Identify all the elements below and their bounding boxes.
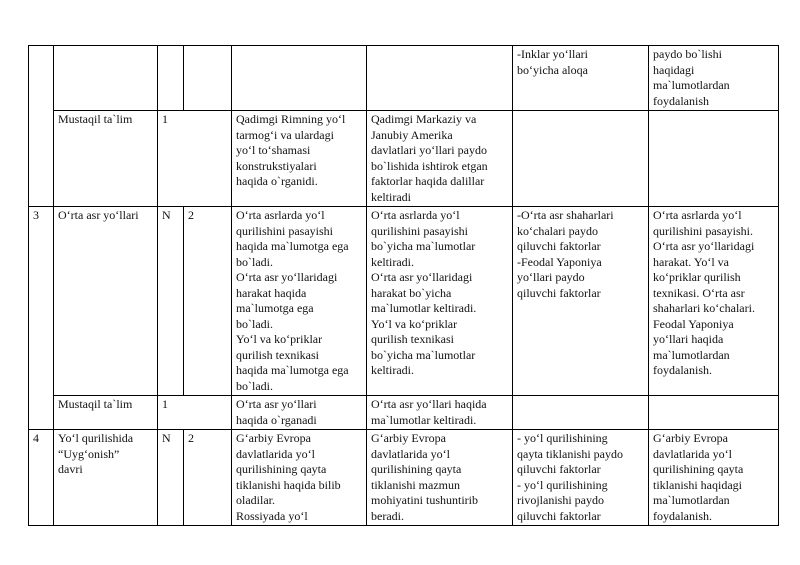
- topic-cell: Yo‘l qurilishida “Uyg‘onish” davri: [54, 430, 158, 526]
- topic-cell: Mustaqil ta`lim: [54, 396, 158, 430]
- factors-cell: [513, 396, 649, 430]
- table-row: [29, 111, 779, 207]
- lesson-type-cell: 1: [158, 111, 232, 207]
- curriculum-table: [28, 45, 779, 526]
- skills-cell: [649, 111, 779, 207]
- table-row: [29, 430, 779, 526]
- hours-cell: 2: [184, 430, 232, 526]
- skills-cell: [649, 396, 779, 430]
- topic-cell: O‘rta asr yo‘llari: [54, 207, 158, 396]
- knowledge-cell: [367, 46, 513, 111]
- lesson-type-cell: N: [158, 430, 184, 526]
- row-number-cell: [29, 46, 54, 207]
- knowledge-cell: G‘arbiy Evropa davlatlarida yo‘l qurilishining qayta tiklanishi mazmun mohiyatini tushuntirib beradi.: [367, 430, 513, 526]
- topic-cell: Mustaqil ta`lim: [54, 111, 158, 207]
- goal-cell: O‘rta asr yo‘llari haqida o`rganadi: [232, 396, 367, 430]
- table-row: [29, 46, 779, 111]
- factors-cell: -Inklar yo‘llari bo‘yicha aloqa: [513, 46, 649, 111]
- knowledge-cell: O‘rta asr yo‘llari haqida ma`lumotlar keltiradi.: [367, 396, 513, 430]
- row-number-cell: 4: [29, 430, 54, 526]
- topic-cell: [54, 46, 158, 111]
- lesson-type-cell: [158, 46, 184, 111]
- hours-cell: [184, 46, 232, 111]
- hours-cell: 2: [184, 207, 232, 396]
- lesson-type-cell: N: [158, 207, 184, 396]
- knowledge-cell: O‘rta asrlarda yo‘l qurilishini pasayishi bo`yicha ma`lumotlar keltiradi. O‘rta asr yo‘llaridagi harakat bo`yicha ma`lumotlar keltiradi. Yo‘l va ko‘priklar qurilish texnikasi bo`yicha ma`lumotlar keltiradi.: [367, 207, 513, 396]
- lesson-type-cell: 1: [158, 396, 232, 430]
- goal-cell: G‘arbiy Evropa davlatlarida yo‘l qurilishining qayta tiklanishi haqida bilib oladilar. Rossiyada yo‘l: [232, 430, 367, 526]
- goal-cell: Qadimgi Rimning yo‘l tarmog‘i va ulardagi yo‘l to‘shamasi konstrukstiyalari haqida o`rganidi.: [232, 111, 367, 207]
- knowledge-cell: Qadimgi Markaziy va Janubiy Amerika davlatlari yo‘llari paydo bo`lishida ishtirok etgan faktorlar haqida dalillar keltiradi: [367, 111, 513, 207]
- row-number-cell: 3: [29, 207, 54, 430]
- table-row: [29, 396, 779, 430]
- skills-cell: O‘rta asrlarda yo‘l qurilishini pasayishi. O‘rta asr yo‘llaridagi harakat. Yo‘l va ko‘priklar qurilish texnikasi. O‘rta asr shaharlari ko‘chalari. Feodal Yaponiya yo‘llari haqida ma`lumotlardan foydalanish.: [649, 207, 779, 396]
- goal-cell: [232, 46, 367, 111]
- goal-cell: O‘rta asrlarda yo‘l qurilishini pasayishi haqida ma`lumotga ega bo`ladi. O‘rta asr yo‘llaridagi harakat haqida ma`lumotga ega bo`ladi. Yo‘l va ko‘priklar qurilish texnikasi haqida ma`lumotga ega bo`ladi.: [232, 207, 367, 396]
- factors-cell: - yo‘l qurilishining qayta tiklanishi paydo qiluvchi faktorlar - yo‘l qurilishining rivojlanishi paydo qiluvchi faktorlar: [513, 430, 649, 526]
- table-row: [29, 207, 779, 396]
- factors-cell: [513, 111, 649, 207]
- factors-cell: -O‘rta asr shaharlari ko‘chalari paydo qiluvchi faktorlar -Feodal Yaponiya yo‘llari paydo qiluvchi faktorlar: [513, 207, 649, 396]
- skills-cell: G‘arbiy Evropa davlatlarida yo‘l qurilishining qayta tiklanishi haqidagi ma`lumotlardan foydalanish.: [649, 430, 779, 526]
- skills-cell: paydo bo`lishi haqidagi ma`lumotlardan foydalanish: [649, 46, 779, 111]
